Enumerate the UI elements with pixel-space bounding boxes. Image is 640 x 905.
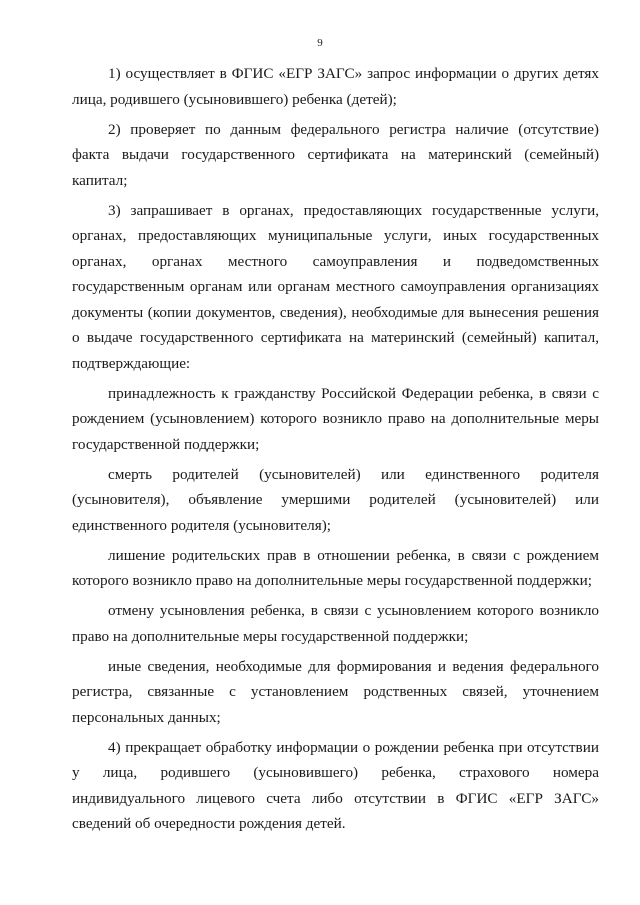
paragraph-deprivation: лишение родительских прав в отношении ребенка, в связи с рождением которого возникло право на дополнительные меры государственной поддержки; — [72, 546, 599, 589]
paragraph-other-info: иные сведения, необходимые для формирования и ведения федерального регистра, связанные с установлением родственных связей, уточнением персональных данных; — [72, 657, 599, 726]
paragraph-adoption-cancel: отмену усыновления ребенка, в связи с усыновлением которого возникло право на дополнительные меры государственной поддержки; — [72, 602, 599, 645]
paragraph-item-3: 3) запрашивает в органах, предоставляющих государственные услуги, органах, предоставляющих муниципальные услуги, иных государственных органах, органах местного самоуправления и подведомственных государственным органам или органам местного самоуправления организациях документы (копии документов, сведения), необходимые для вынесения решения о выдаче государственного сертификата на материнский (семейный) капитал, подтверждающие: — [72, 201, 599, 372]
page-number: 9 — [317, 37, 323, 49]
paragraph-death: смерть родителей (усыновителей) или единственного родителя (усыновителя), объявление умершими родителей (усыновителей) или единственного родителя (усыновителя); — [72, 465, 599, 534]
document-body — [72, 61, 599, 841]
paragraph-item-2: 2) проверяет по данным федерального регистра наличие (отсутствие) факта выдачи государственного сертификата на материнский (семейный) капитал; — [72, 120, 599, 189]
paragraph-item-4: 4) прекращает обработку информации о рождении ребенка при отсутствии у лица, родившего (усыновившего) ребенка, страхового номера индивидуального лицевого счета либо отсутствии в ФГИС «ЕГР ЗАГС» сведений об очередности рождения детей. — [72, 738, 599, 832]
paragraph-citizenship: принадлежность к гражданству Российской Федерации ребенка, в связи с рождением (усыновлением) которого возникло право на дополнительные меры государственной поддержки; — [72, 384, 599, 453]
paragraph-item-1: 1) осуществляет в ФГИС «ЕГР ЗАГС» запрос информации о других детях лица, родившего (усыновившего) ребенка (детей); — [72, 65, 599, 108]
